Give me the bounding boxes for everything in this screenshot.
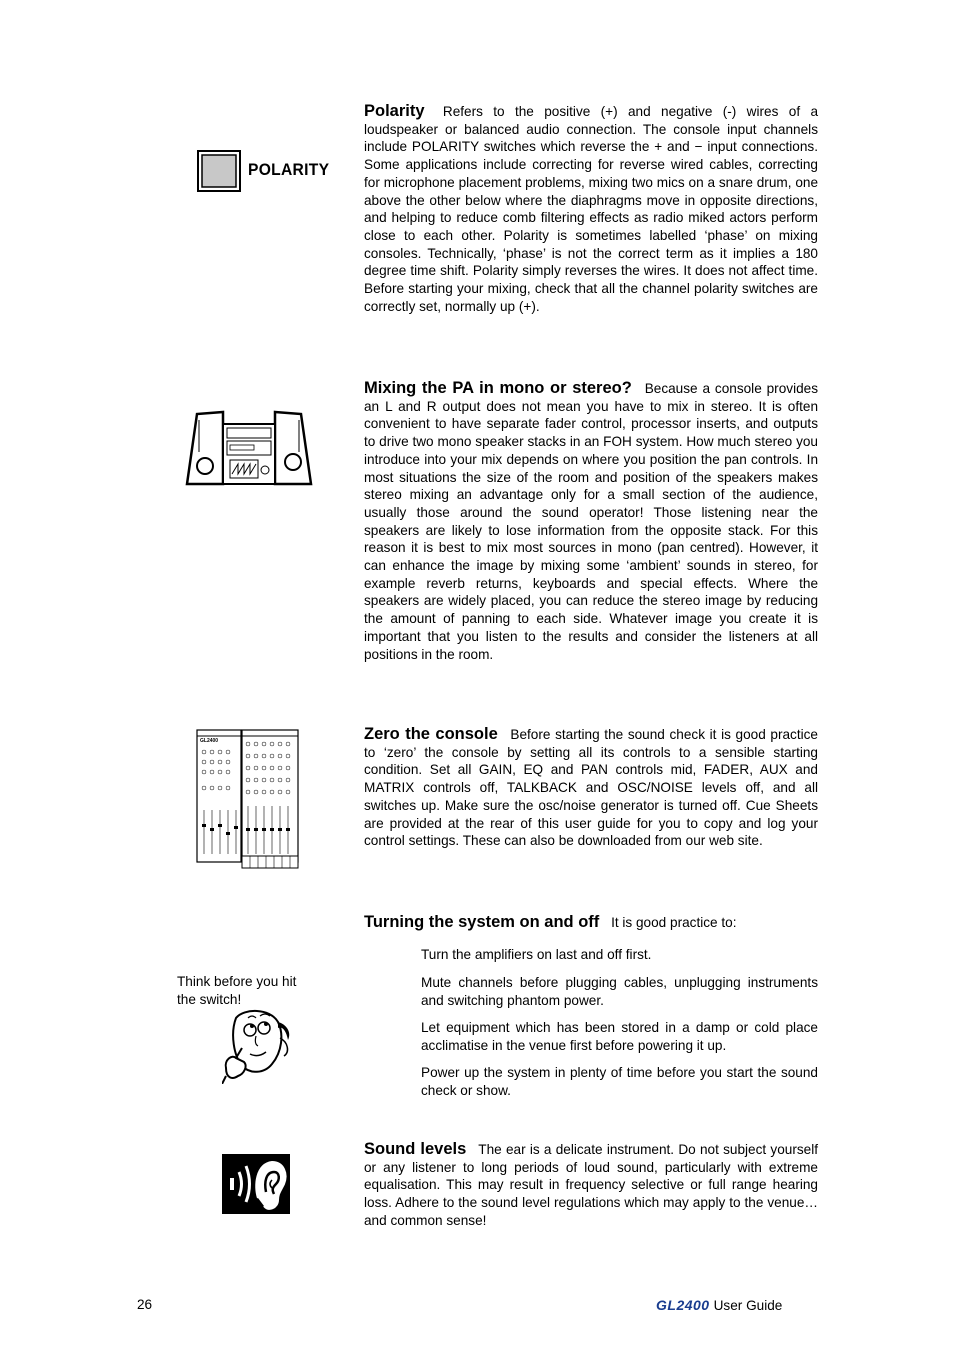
list-item: Mute channels before plugging cables, unplugging instruments and switching phantom power. bbox=[421, 975, 818, 1008]
stereo-system-icon bbox=[183, 408, 315, 493]
sound-levels-section bbox=[364, 1141, 818, 1230]
thinking-man-icon bbox=[222, 1008, 294, 1089]
list-item: Turn the amplifiers on last and off first. bbox=[421, 947, 652, 962]
polarity-switch-icon bbox=[197, 150, 241, 197]
zero-console-heading: Zero the console bbox=[364, 725, 498, 743]
zero-console-body: Before starting the sound check it is good practice to ‘zero’ the console by setting all its controls to a sensible starting condition. Set all GAIN, EQ and PAN controls mid, FADER, AUX and MATRIX controls off, TALKBACK and OSC/NOISE levels off, and all switches up. Make sure the osc/noise generator is turned off. Cue Sheets are provided at the rear of this user guide for you to copy and log your control settings. These can also be downloaded from our web site. bbox=[364, 727, 818, 849]
footer-title bbox=[656, 1297, 782, 1313]
stereo-body: Because a console provides an L and R output does not mean you have to mix in stereo. It is often convenient to have separate fader control, processor inserts, and outputs to drive two mono speaker stacks in an FOH system. How much stereo you introduce into your mix depends on where you position the pan controls. In most situations the size of the room and position of the speakers makes stereo mixing an advantage only for a small section of the audience, usually those around the sound operator! Those listening near the speakers are likely to lose information from the opposite stack. For this reason it is best to mix most sources in mono (pan centred). However, it can enhance the image by mixing some ‘ambient’ sounds in stereo, for example reverb returns, keyboards and special effects. Where the speakers are widely placed, you can reduce the stereo image by reducing the amount of panning to each side. Whatever image you create it is important that you listen to the results and consider the listeners at all positions in the room. bbox=[364, 381, 819, 662]
polarity-icon-label: POLARITY bbox=[248, 160, 330, 179]
stereo-heading: Mixing the PA in mono or stereo? bbox=[364, 379, 632, 397]
side-note: Think before you hit the switch! bbox=[177, 974, 297, 1007]
mixing-console-icon bbox=[196, 728, 300, 875]
footer-guide-label: User Guide bbox=[713, 1298, 783, 1313]
page-number: 26 bbox=[137, 1297, 153, 1312]
ear-sound-icon bbox=[222, 1154, 290, 1219]
turning-body: It is good practice to: bbox=[611, 915, 737, 930]
gl2400-logo: GL2400 bbox=[656, 1297, 710, 1313]
sound-levels-heading: Sound levels bbox=[364, 1140, 467, 1158]
zero-console-section bbox=[364, 726, 818, 850]
turning-heading: Turning the system on and off bbox=[364, 913, 600, 931]
polarity-heading: Polarity bbox=[364, 102, 425, 120]
list-item: Power up the system in plenty of time before you start the sound check or show. bbox=[421, 1065, 818, 1098]
svg-text:GL2400: GL2400 bbox=[200, 738, 219, 744]
polarity-section bbox=[364, 103, 818, 315]
sound-levels-body: The ear is a delicate instrument. Do not subject yourself or any listener to long periods of loud sound, particularly with extreme equalisation. This may result in frequency selective or full range hearing loss. Adhere to the sound level regulations which may apply to the venue… and common sense! bbox=[364, 1142, 819, 1228]
polarity-body: Refers to the positive (+) and negative (-) wires of a loudspeaker or balanced audio connection. The console input channels include POLARITY switches which reverse the + and − input connections. Some applications include correcting for reverse wired cables, correcting for microphone placement problems, mixing two mics on a snare drum, one above the other below where the diaphragms move in opposite directions, and helping to reduce comb filtering effects as radio miked actors perform close to each other. Polarity is sometimes labelled ‘phase’ on mixing consoles. Technically, ‘phase’ is not the correct term as it implies a 180 degree time shift. Polarity simply reverses the wires. It does not affect time. Before starting your mixing, check that all the channel polarity switches are correctly set, normally up (+). bbox=[364, 104, 818, 314]
turning-section bbox=[364, 914, 818, 932]
stereo-section bbox=[364, 380, 818, 663]
list-item: Let equipment which has been stored in a damp or cold place acclimatise in the venue first before powering it up. bbox=[421, 1020, 818, 1053]
